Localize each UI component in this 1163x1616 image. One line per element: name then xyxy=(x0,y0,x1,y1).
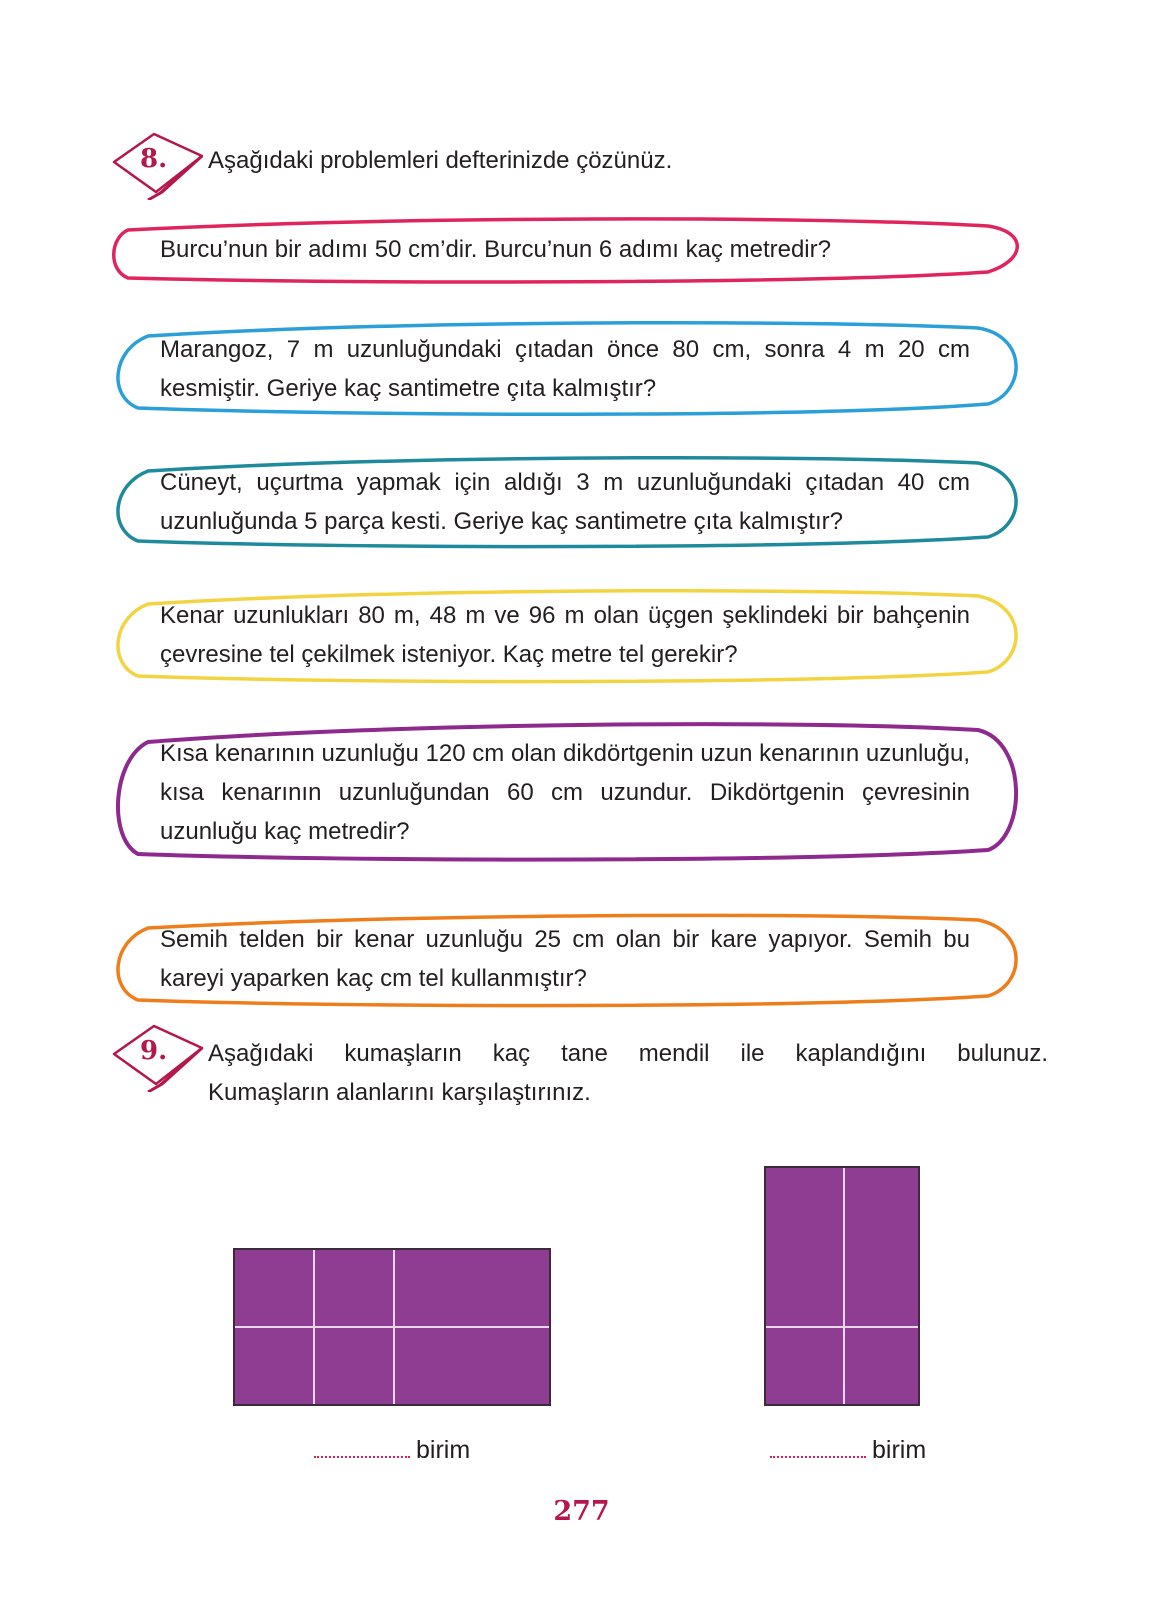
fabric-rectangle-1 xyxy=(233,1248,551,1406)
problem-bubble-6 xyxy=(108,912,1023,1006)
problem-bubble-4 xyxy=(108,588,1023,682)
answer-blank[interactable] xyxy=(314,1455,410,1458)
problem-bubble-3 xyxy=(108,455,1023,547)
handkerchief-divider xyxy=(843,1168,845,1404)
fabric-2-answer xyxy=(770,1436,926,1465)
question-instruction-line-1: Aşağıdaki kumaşların kaç tane mendil ile kaplandığını bulunuz. xyxy=(208,1040,1048,1067)
pencil-diamond-icon xyxy=(110,130,208,194)
question-number: 8. xyxy=(140,144,168,174)
problem-bubble-1 xyxy=(108,218,1023,284)
answer-blank[interactable] xyxy=(770,1455,866,1458)
pencil-diamond-icon xyxy=(110,1022,208,1086)
problem-bubble-2 xyxy=(108,322,1023,414)
question-instruction-line-2: Kumaşların alanlarını karşılaştırınız. xyxy=(208,1079,591,1106)
unit-label: birim xyxy=(416,1436,471,1464)
question-8-header xyxy=(110,130,1070,194)
problem-text: Marangoz, 7 m uzunluğundaki çıtadan önce 80 cm, sonra 4 m 20 cm kesmiştir. Geriye kaç santimetre çıta kalmıştır? xyxy=(160,336,970,402)
problem-text: Kısa kenarının uzunluğu 120 cm olan dikdörtgenin uzun kenarının uzunluğu, kısa kenarının uzunluğundan 60 cm uzundur. Dikdörtgenin çevresinin uzunluğu kaç metredir? xyxy=(160,740,970,845)
unit-label: birim xyxy=(872,1436,927,1464)
problem-text: Kenar uzunlukları 80 m, 48 m ve 96 m olan üçgen şeklindeki bir bahçenin çevresine tel çekilmek isteniyor. Kaç metre tel gerekir? xyxy=(160,602,970,668)
handkerchief-divider xyxy=(235,1326,549,1328)
question-number: 9. xyxy=(140,1036,168,1066)
fabric-rectangle-2 xyxy=(764,1166,920,1406)
problem-bubble-5 xyxy=(108,720,1023,860)
fabric-1-answer xyxy=(314,1436,470,1465)
handkerchief-divider xyxy=(766,1326,918,1328)
problem-text: Semih telden bir kenar uzunluğu 25 cm olan bir kare yapıyor. Semih bu kareyi yaparken kaç cm tel kullanmıştır? xyxy=(160,926,970,992)
problem-text: Cüneyt, uçurtma yapmak için aldığı 3 m uzunluğundaki çıtadan 40 cm uzunluğunda 5 parça kesti. Geriye kaç santimetre çıta kalmıştır? xyxy=(160,469,970,535)
problem-text: Burcu’nun bir adımı 50 cm’dir. Burcu’nun 6 adımı kaç metredir? xyxy=(160,236,831,263)
question-9-header xyxy=(110,1022,1070,1112)
page-number: 277 xyxy=(553,1496,610,1527)
question-instruction: Aşağıdaki problemleri defterinizde çözünüz. xyxy=(208,147,673,174)
